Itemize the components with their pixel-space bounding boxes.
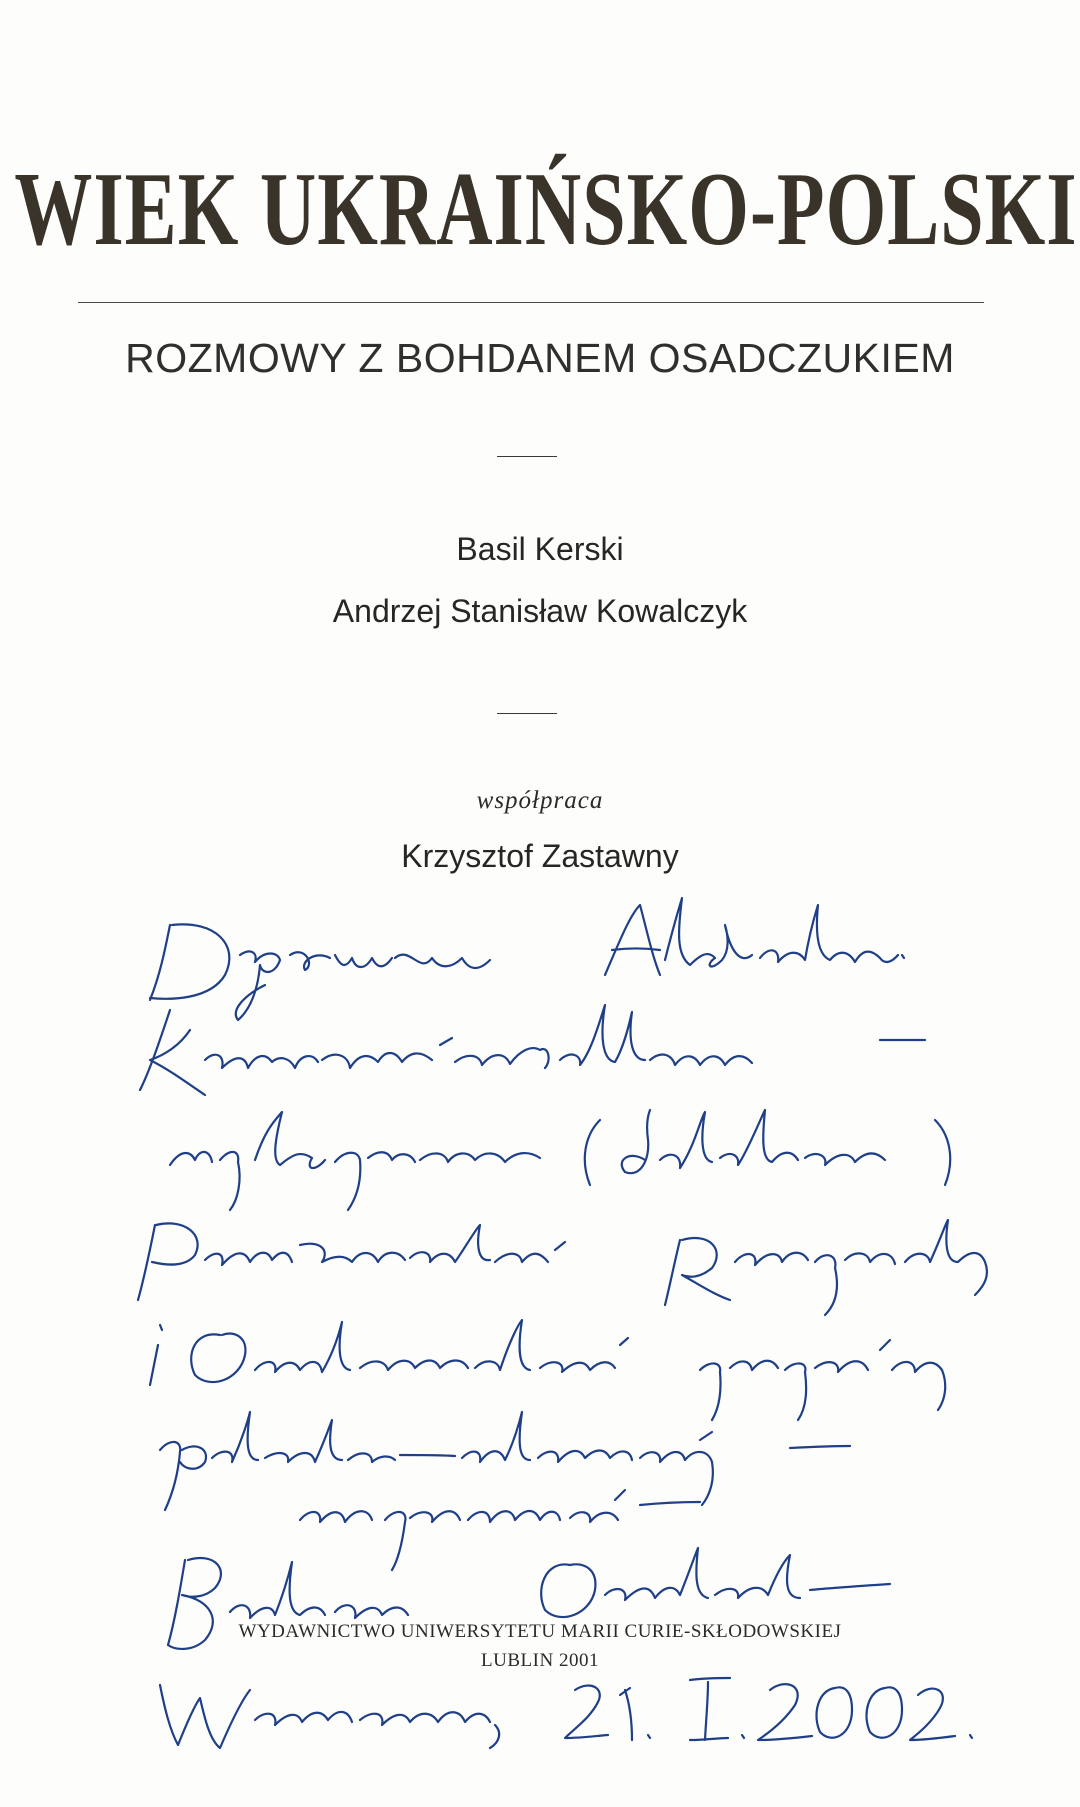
author-name: Basil Kerski [456, 531, 624, 567]
section-divider [497, 713, 557, 714]
author-name: Andrzej Stanisław Kowalczyk [332, 593, 748, 629]
book-title: WIEK UKRAIŃSKO-POLSKI [14, 149, 1078, 267]
title-divider [78, 302, 984, 303]
section-divider [497, 456, 557, 457]
inscription-line [150, 898, 904, 1020]
inscription-line [170, 1110, 950, 1210]
publisher-name: WYDAWNICTWO UNIWERSYTETU MARII CURIE-SKŁODOWSKIEJ [238, 1621, 842, 1642]
inscription-line [160, 1412, 850, 1510]
inscription-line [138, 1220, 987, 1315]
collaboration-label: współpraca [476, 787, 604, 814]
inscription-line [150, 1320, 945, 1420]
book-subtitle: ROZMOWY Z BOHDANEM OSADCZUKIEM [125, 335, 955, 381]
publication-place-year: LUBLIN 2001 [481, 1650, 599, 1671]
inscription-line [300, 1490, 700, 1570]
place-and-date [160, 1678, 972, 1748]
inscription-line [140, 1005, 925, 1095]
collaborator-name: Krzysztof Zastawny [401, 838, 679, 874]
